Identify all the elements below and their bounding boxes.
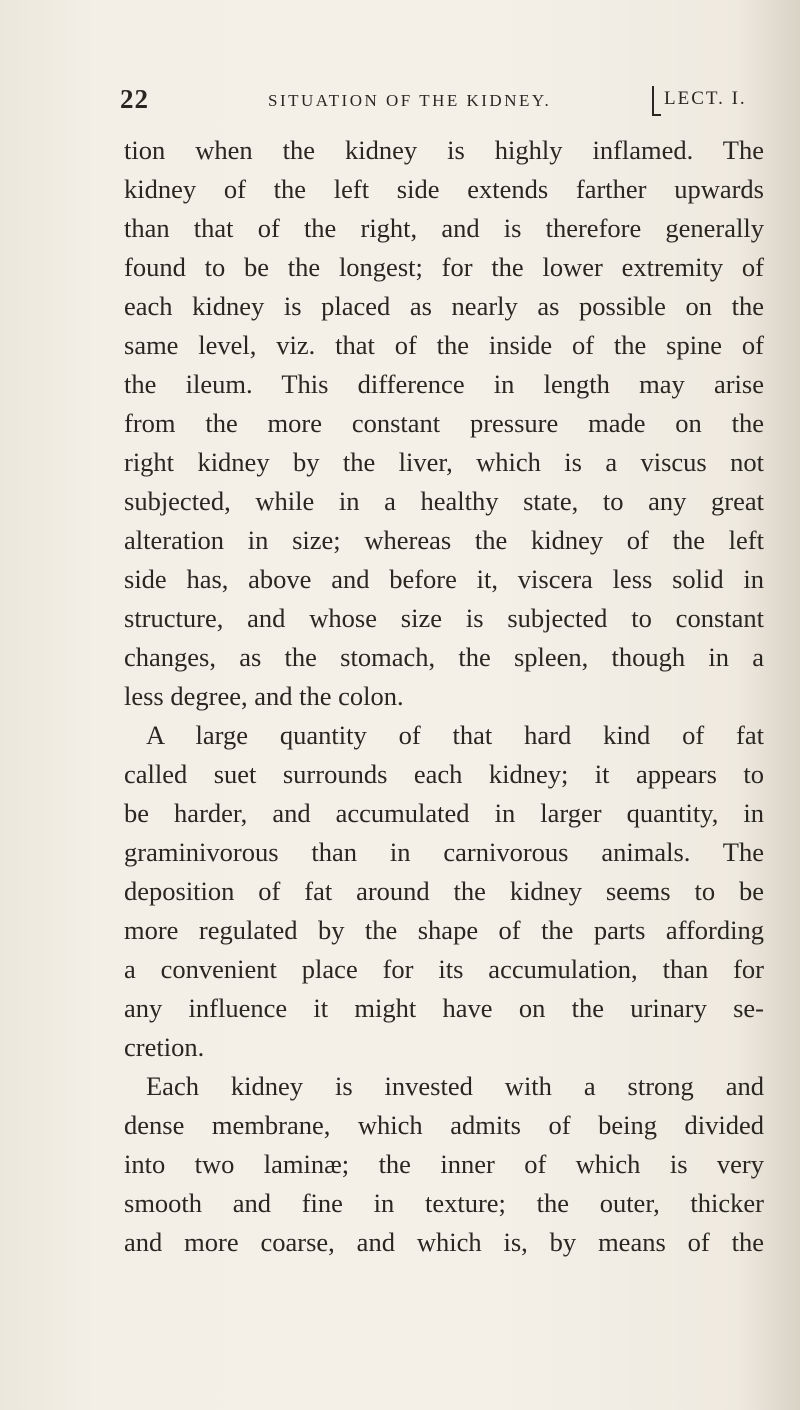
text-line: a convenient place for its accumulation, than for: [124, 954, 764, 984]
text-line: alteration in size; whereas the kidney of the left: [124, 525, 764, 555]
text-line: called suet surrounds each kidney; it appears to: [124, 759, 764, 789]
paragraph-start-line: A large quantity of that hard kind of fat: [146, 720, 764, 750]
text-line: dense membrane, which admits of being divided: [124, 1110, 764, 1140]
text-line: into two laminæ; the inner of which is very: [124, 1149, 764, 1179]
running-head: [0, 84, 800, 124]
text-line: more regulated by the shape of the parts affording: [124, 915, 764, 945]
text-line: smooth and fine in texture; the outer, thicker: [124, 1188, 764, 1218]
text-line: than that of the right, and is therefore generally: [124, 213, 764, 243]
text-line: subjected, while in a healthy state, to any great: [124, 486, 764, 516]
text-line: each kidney is placed as nearly as possible on the: [124, 291, 764, 321]
text-line: cretion.: [124, 1032, 205, 1062]
text-line: be harder, and accumulated in larger quantity, in: [124, 798, 764, 828]
text-line: right kidney by the liver, which is a viscus not: [124, 447, 764, 477]
text-line: structure, and whose size is subjected to constant: [124, 603, 764, 633]
text-line: and more coarse, and which is, by means of the: [124, 1227, 764, 1257]
paragraph-start-line: Each kidney is invested with a strong and: [146, 1071, 764, 1101]
running-title: SITUATION OF THE KIDNEY.: [268, 91, 552, 110]
text-line: found to be the longest; for the lower extremity of: [124, 252, 764, 282]
text-line: same level, viz. that of the inside of the spine of: [124, 330, 764, 360]
text-line: from the more constant pressure made on the: [124, 408, 764, 438]
text-line: less degree, and the colon.: [124, 681, 404, 711]
text-line: side has, above and before it, viscera less solid in: [124, 564, 764, 594]
text-line: deposition of fat around the kidney seems to be: [124, 876, 764, 906]
text-line: changes, as the stomach, the spleen, though in a: [124, 642, 764, 672]
text-line: kidney of the left side extends farther upwards: [124, 174, 764, 204]
lecture-marker: LECT. I.: [650, 88, 747, 110]
text-line: any influence it might have on the urinary se-: [124, 993, 764, 1023]
text-line: the ileum. This difference in length may arise: [124, 369, 764, 399]
page-number: 22: [120, 84, 149, 114]
text-line: graminivorous than in carnivorous animals. The: [124, 837, 764, 867]
text-line: tion when the kidney is highly inflamed. The: [124, 135, 764, 165]
body-text: [124, 131, 764, 1262]
